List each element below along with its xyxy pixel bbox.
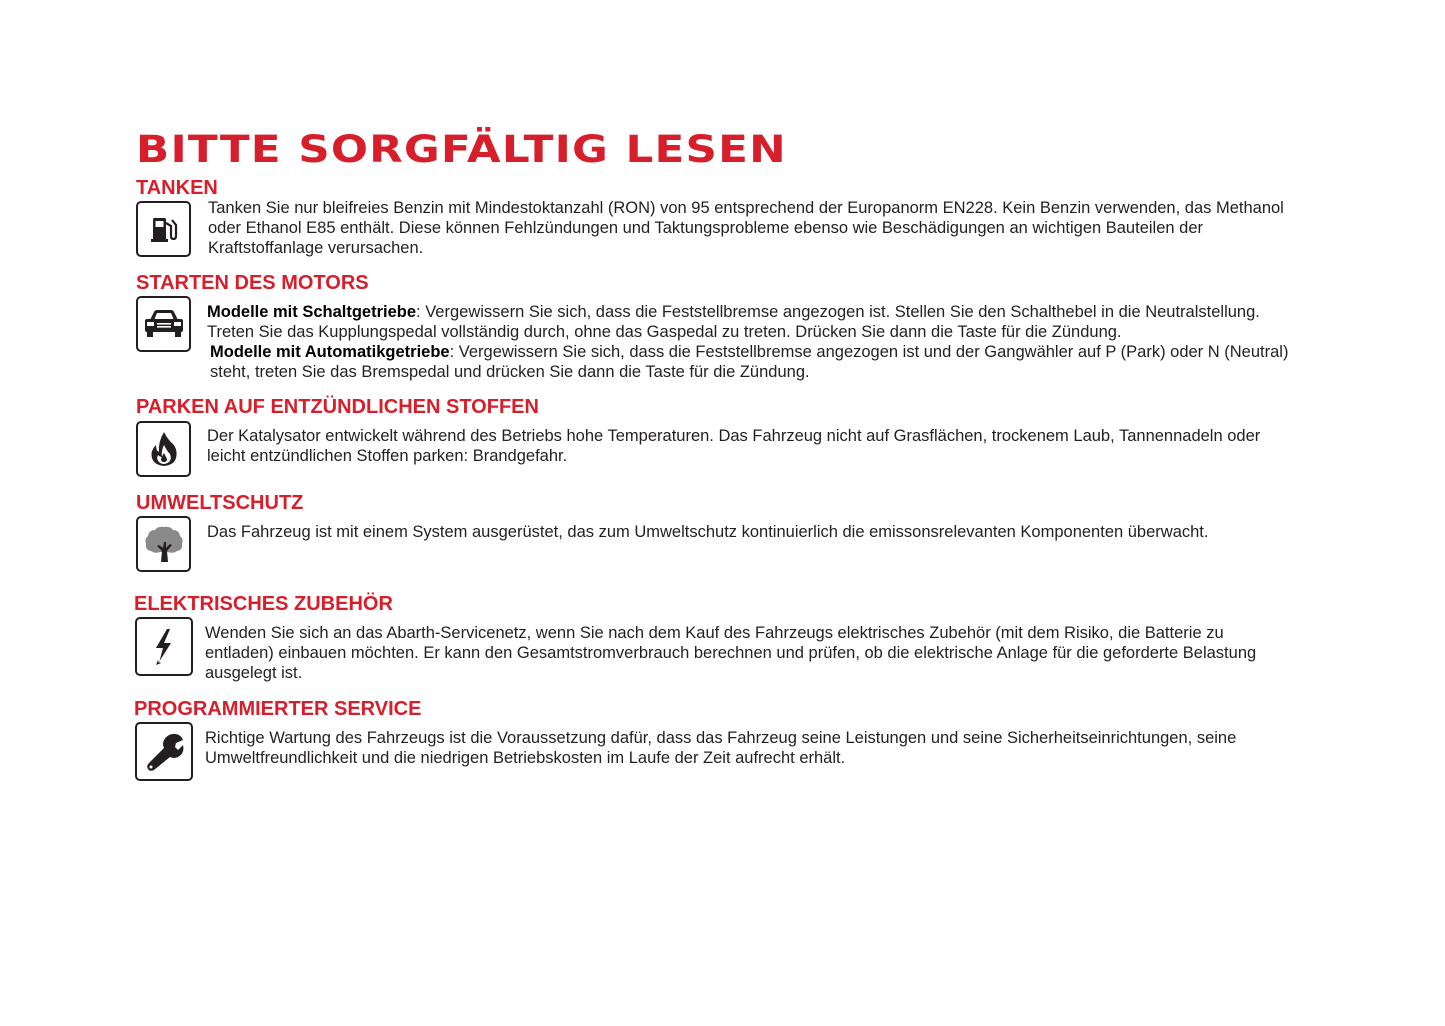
section-umwelt [136, 492, 1296, 582]
section-starten [136, 272, 1296, 387]
car-icon [136, 296, 191, 352]
section-heading-parken: PARKEN AUF ENTZÜNDLICHEN STOFFEN [136, 396, 539, 418]
section-heading-elektrisch: ELEKTRISCHES ZUBEHÖR [134, 593, 393, 615]
tree-icon [136, 516, 191, 572]
tanken-paragraph: Tanken Sie nur bleifreies Benzin mit Mindestoktanzahl (RON) von 95 entsprechend der Europanorm EN228. Kein Benzin verwenden, das Methanol oder Ethanol E85 enthält. Diese können Fehlzündungen und Taktungsprobleme ebenso wie Beschädigungen an wichtigen Bauteilen der Kraftstoffanlage verursachen. [208, 199, 1284, 257]
section-parken [136, 396, 1296, 486]
section-heading-umwelt: UMWELTSCHUTZ [136, 492, 304, 514]
section-text-service [205, 728, 1290, 768]
section-elektrisch [134, 593, 1294, 688]
automatic-transmission-label: Modelle mit Automatikgetriebe [210, 343, 450, 361]
section-heading-tanken: TANKEN [136, 177, 218, 199]
parken-paragraph: Der Katalysator entwickelt während des Betriebs hohe Temperaturen. Das Fahrzeug nicht auf Grasflächen, trockenem Laub, Tannennadeln oder leicht entzündlichen Stoffen parken: Brandgefahr. [207, 427, 1261, 465]
manual-transmission-label: Modelle mit Schaltgetriebe [207, 303, 417, 321]
manual-transmission-paragraph [207, 302, 1292, 342]
section-heading-starten: STARTEN DES MOTORS [136, 272, 369, 294]
lightning-icon [135, 617, 193, 676]
umwelt-paragraph: Das Fahrzeug ist mit einem System ausgerüstet, das zum Umweltschutz kontinuierlich die emissonsrelevanten Komponenten überwacht. [207, 523, 1209, 541]
manual-transmission-text: : Vergewissern Sie sich, dass die Feststellbremse angezogen ist. Stellen Sie den Schalthebel in die Neutralstellung. Treten Sie das Kupplungspedal vollständig durch, ohne das Gaspedal zu treten. Drücken Sie dann die Taste für die Zündung. [207, 303, 1260, 341]
page-title: BITTE SORGFÄLTIG LESEN [136, 128, 787, 171]
section-text-tanken [208, 198, 1293, 258]
elektrisch-paragraph: Wenden Sie sich an das Abarth-Servicenetz, wenn Sie nach dem Kauf des Fahrzeugs elektrisches Zubehör (mit dem Risiko, die Batterie zu entladen) einbauen möchten. Er kann den Gesamtstromverbrauch berechnen und prüfen, ob die elektrische Anlage für die geforderte Belastung ausgelegt ist. [205, 624, 1257, 682]
section-text-starten [207, 302, 1292, 382]
section-heading-service: PROGRAMMIERTER SERVICE [134, 698, 422, 720]
flame-icon [136, 421, 191, 477]
fuel-pump-icon [136, 201, 191, 257]
section-text-umwelt [207, 522, 1292, 542]
service-paragraph: Richtige Wartung des Fahrzeugs ist die Voraussetzung dafür, dass das Fahrzeug seine Leistungen und seine Sicherheitseinrichtungen, seine Umweltfreundlichkeit und die niedrigen Betriebskosten im Laufe der Zeit aufrecht erhält. [205, 729, 1237, 767]
section-text-elektrisch [205, 623, 1290, 683]
wrench-icon [135, 722, 193, 781]
section-service [134, 698, 1294, 788]
automatic-transmission-text: : Vergewissern Sie sich, dass die Feststellbremse angezogen ist und der Gangwähler auf P (Park) oder N (Neutral) steht, treten Sie das Bremspedal und drücken Sie dann die Taste für die Zündung. [210, 343, 1289, 381]
section-tanken [136, 177, 1296, 267]
section-text-parken [207, 426, 1292, 466]
automatic-transmission-paragraph [207, 342, 1292, 382]
